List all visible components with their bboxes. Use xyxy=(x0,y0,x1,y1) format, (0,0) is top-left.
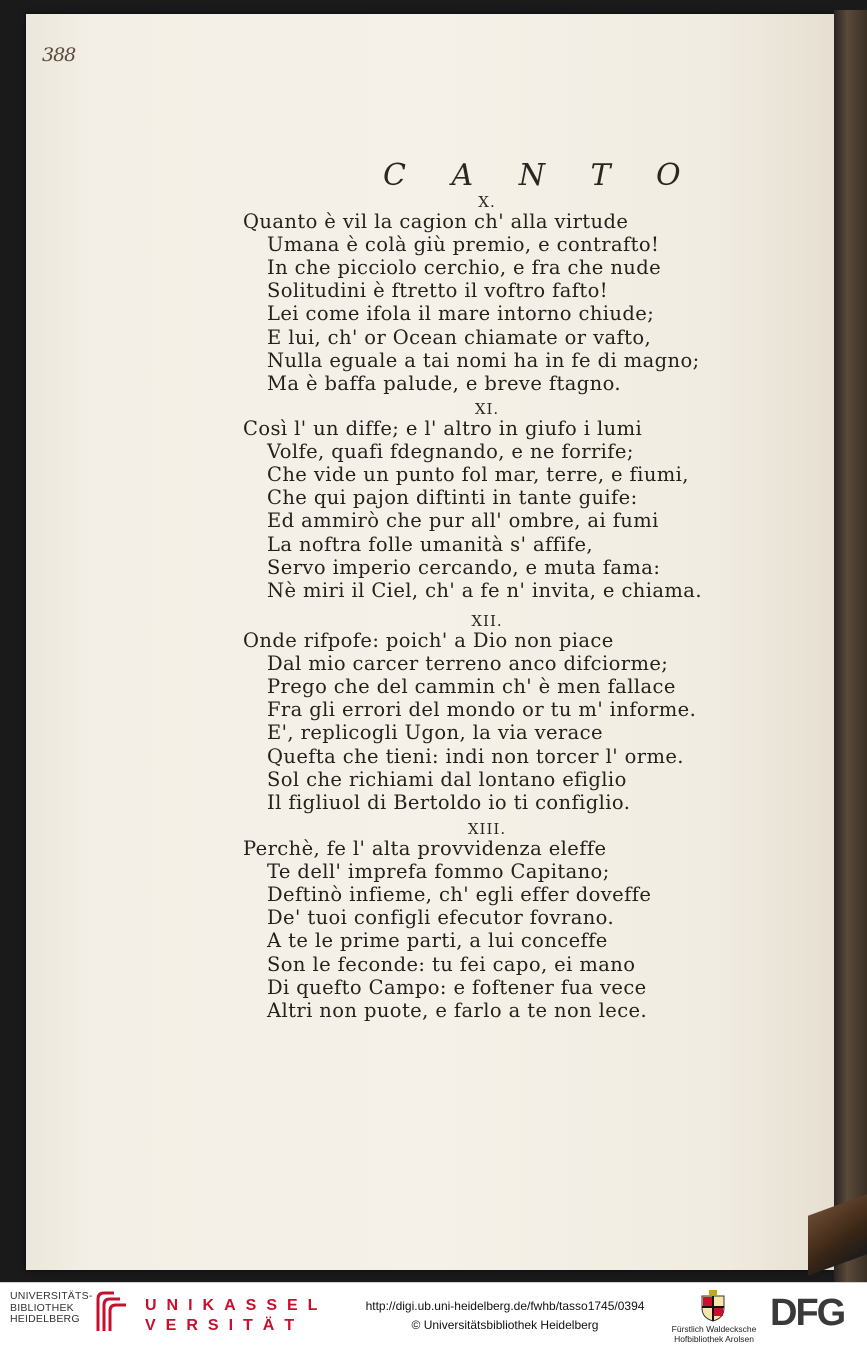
uni-kassel-logo[interactable] xyxy=(145,1296,327,1336)
uni-heidelberg-line: UNIVERSITÄTS- xyxy=(10,1290,93,1302)
verse-line: Te dell' imprefa fommo Capitano; xyxy=(267,860,610,884)
verse-line: Che vide un punto fol mar, terre, e fiumi, xyxy=(267,463,689,487)
verse-line: Quefta che tieni: indi non torcer l' orme. xyxy=(267,744,684,768)
uni-heidelberg-line: HEIDELBERG xyxy=(10,1313,80,1325)
verse-line: Che qui pajon diftinti in tante guife: xyxy=(267,486,638,510)
waldeck-crest-icon[interactable] xyxy=(700,1290,726,1322)
verse-line: Quanto è vil la cagion ch' alla virtude xyxy=(243,210,629,233)
verse-line: Ma è baffa palude, e breve ftagno. xyxy=(267,371,621,395)
verse-line: Perchè, fe l' alta provvidenza eleffe xyxy=(243,837,607,860)
stanza-number: XIII. xyxy=(467,820,507,838)
verse-line: Onde rifpofe: poich' a Dio non piace xyxy=(243,629,614,652)
uk-line2: VERSITÄT xyxy=(145,1317,305,1334)
canto-title: C A N T O xyxy=(383,158,699,193)
dfg-logo[interactable]: DFG xyxy=(770,1292,845,1334)
verse-line: E lui, ch' or Ocean chiamate or vafto, xyxy=(267,325,652,349)
verse-line: Ed ammirò che pur all' ombre, ai fumi xyxy=(267,509,659,533)
verse-line: Deftinò infieme, ch' egli effer doveffe xyxy=(267,883,652,907)
verse-line: Umana è colà giù premio, e contrafto! xyxy=(267,233,660,257)
verse-line: Altri non puote, e farlo a te non lece. xyxy=(267,998,648,1022)
verse-line: Lei come ifola il mare intorno chiude; xyxy=(267,302,655,326)
verse-line: Volfe, quafi fdegnando, e ne forrife; xyxy=(267,440,634,464)
verse-line: Di quefto Campo: e foftener fua vece xyxy=(267,975,647,999)
copyright-text: © Universitätsbibliothek Heidelberg xyxy=(411,1318,599,1332)
arolsen-line: Fürstlich Waldecksche xyxy=(671,1324,757,1334)
verse-line: Prego che del cammin ch' è men fallace xyxy=(267,675,676,699)
folio-number: 388 xyxy=(42,44,76,66)
verse-line: In che picciolo cerchio, e fra che nude xyxy=(267,256,662,280)
verse-line: Sol che richiami dal lontano efiglio xyxy=(267,767,627,791)
arolsen-line: Hofbibliothek Arolsen xyxy=(674,1333,754,1344)
stanza-number: XII. xyxy=(471,612,503,630)
uni-heidelberg-line: BIBLIOTHEK xyxy=(10,1301,74,1314)
stanza-number: X. xyxy=(478,193,496,211)
verse-line: Servo imperio cercando, e muta fama: xyxy=(267,555,661,579)
verse-line: Solitudini è ftretto il voftro fafto! xyxy=(267,279,608,303)
source-url-link[interactable]: http://digi.ub.uni-heidelberg.de/fwhb/tasso1745/0394 xyxy=(365,1299,645,1313)
verse-line: Dal mio carcer terreno anco difciorme; xyxy=(267,652,669,676)
stanza-number: XI. xyxy=(474,400,500,418)
verse-line: Nulla eguale a tai nomi ha in fe di magno; xyxy=(267,348,700,372)
page-edge xyxy=(834,10,867,1282)
uni-heidelberg-logo-text[interactable] xyxy=(10,1291,94,1326)
verse-line: E', replicogli Ugon, la via verace xyxy=(267,721,603,745)
verse-line: De' tuoi configli efecutor fovrano. xyxy=(267,906,615,930)
verse-line: A te le prime parti, a lui conceffe xyxy=(267,929,608,953)
heidelberg-logo-icon[interactable] xyxy=(94,1291,128,1333)
uk-line1: UNIKASSEL xyxy=(145,1297,328,1314)
verse-line: Il figliuol di Bertoldo io ti configlio. xyxy=(267,790,631,814)
verse-line: Fra gli errori del mondo or tu m' informe. xyxy=(267,698,697,722)
arolsen-library-label xyxy=(668,1325,760,1344)
verse-line: Nè miri il Ciel, ch' a fe n' invita, e chiama. xyxy=(267,578,702,602)
verse-line: La noftra folle umanità s' affife, xyxy=(267,532,593,556)
verse-line: Così l' un diffe; e l' altro in giufo i lumi xyxy=(243,417,643,440)
verse-line: Son le feconde: tu fei capo, ei mano xyxy=(267,952,636,976)
